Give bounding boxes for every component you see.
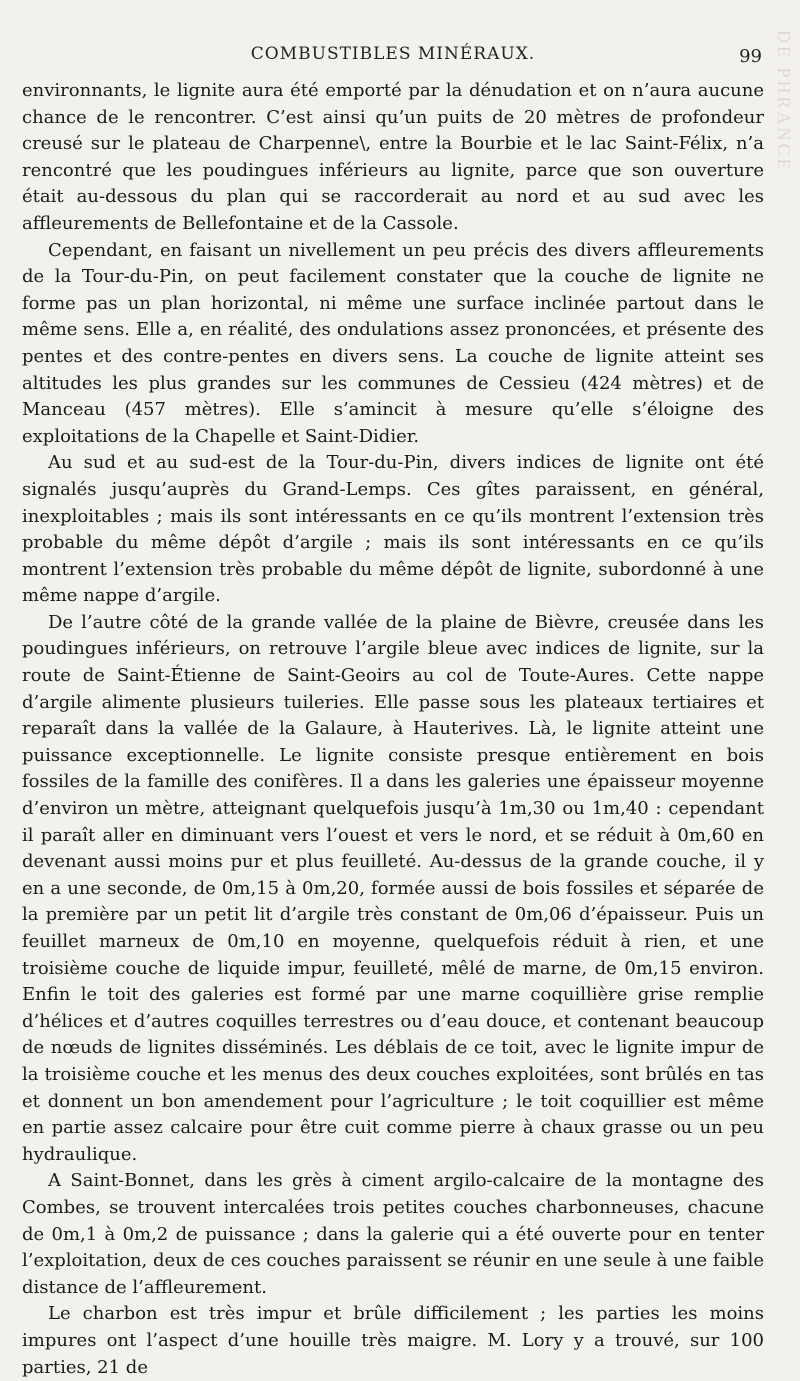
paragraph-2: Cependant, en faisant un nivellement un peu précis des divers affleurements de la Tour-du-Pin, on peut facilement constater que la couche de lignite ne forme pas un plan horizontal, ni même une surface inclinée partout dans le même sens. Elle a, en réalité, des ondulations assez prononcées, et présente des pentes et des contre-pentes en divers sens. La couche de lignite atteint ses altitudes les plus grandes sur les communes de Cessieu (424 mètres) et de Manceau (457 mètres). Elle s’amincit à mesure qu’elle s’éloigne des exploitations de la Chapelle et Saint-Didier. [22,239,764,447]
running-title: COMBUSTIBLES MINÉRAUX. [250,44,536,64]
bleed-through-text: DE PHRANCE [774,30,794,173]
paragraph-3: Au sud et au sud-est de la Tour-du-Pin, divers indices de lignite ont été signalés jusqu’auprès du Grand-Lemps. Ces gîtes paraissent, en général, inexploitables ; mais ils sont intéressants en ce qu’ils montrent l’extension très probable du même dépôt d’argile ; mais ils sont intéressants en ce qu’ils montrent l’extension très probable du même dépôt de lignite, subordonné à une même nappe d’argile. [22,452,764,607]
paragraph-1: environnants, le lignite aura été emporté par la dénudation et on n’aura aucune chance de le rencontrer. C’est ainsi qu’un puits de 20 mètres de profondeur creusé sur le plateau de Charpenne\, entre la Bourbie et le lac Saint-Félix, n’a rencontré que les poudingues inférieurs au lignite, parce que son ouverture était au-dessous du plan qui se raccorderait au nord et au sud avec les affleurements de Bellefontaine et de la Cassole. [22,80,764,234]
paragraph-4: De l’autre côté de la grande vallée de la plaine de Bièvre, creusée dans les poudingues inférieurs, on retrouve l’argile bleue avec indices de lignite, sur la route de Saint-Étienne de Saint-Geoirs au col de Toute-Aures. Cette nappe d’argile alimente plusieurs tuileries. Elle passe sous les plateaux tertiaires et reparaît dans la vallée de la Galaure, à Hauterives. Là, le lignite atteint une puissance exceptionnelle. Le lignite consiste presque entièrement en bois fossiles de la famille des conifères. Il a dans les galeries une épaisseur moyenne d’environ un mètre, atteignant quelquefois jusqu’à 1m,30 ou 1m,40 : cependant il paraît aller en diminuant vers l’ouest et vers le nord, et se réduit à 0m,60 en devenant aussi moins pur et plus feuilleté. Au-dessus de la grande couche, il y en a une seconde, de 0m,15 à 0m,20, formée aussi de bois fossiles et séparée de la première par un petit lit d’argile très constant de 0m,06 d’épaisseur. Puis un feuillet marneux de 0m,10 en moyenne, quelquefois réduit à rien, et une troisième couche de liquide impur, feuilleté, mêlé de marne, de 0m,15 environ. Enfin le toit des galeries est formé par une marne coquillière grise remplie d’hélices et d’autres coquilles terrestres ou d’eau douce, et contenant beaucoup de nœuds de lignites disséminés. Les déblais de ce toit, avec le lignite impur de la troisième couche et les menus des deux couches exploitées, sont brûlés en tas et donnent un bon amendement pour l’agriculture ; le toit coquillier est même en partie assez calcaire pour être cuit comme pierre à chaux grasse ou un peu hydraulique. [22,611,764,1165]
document-page [22,0,764,1378]
page-number: 99 [739,46,762,67]
body-text [22,78,764,1381]
paragraph-5: A Saint-Bonnet, dans les grès à ciment argilo-calcaire de la montagne des Combes, se trouvent intercalées trois petites couches charbonneuses, chacune de 0m,1 à 0m,2 de puissance ; dans la galerie qui a été ouverte pour en tenter l’exploitation, deux de ces couches paraissent se réunir en une seule à une faible distance de l’affleurement. [22,1170,764,1298]
paragraph-6: Le charbon est très impur et brûle difficilement ; les parties les moins impures ont l’aspect d’une houille très maigre. M. Lory y a trouvé, sur 100 parties, 21 de [22,1303,764,1378]
running-head [22,44,764,72]
